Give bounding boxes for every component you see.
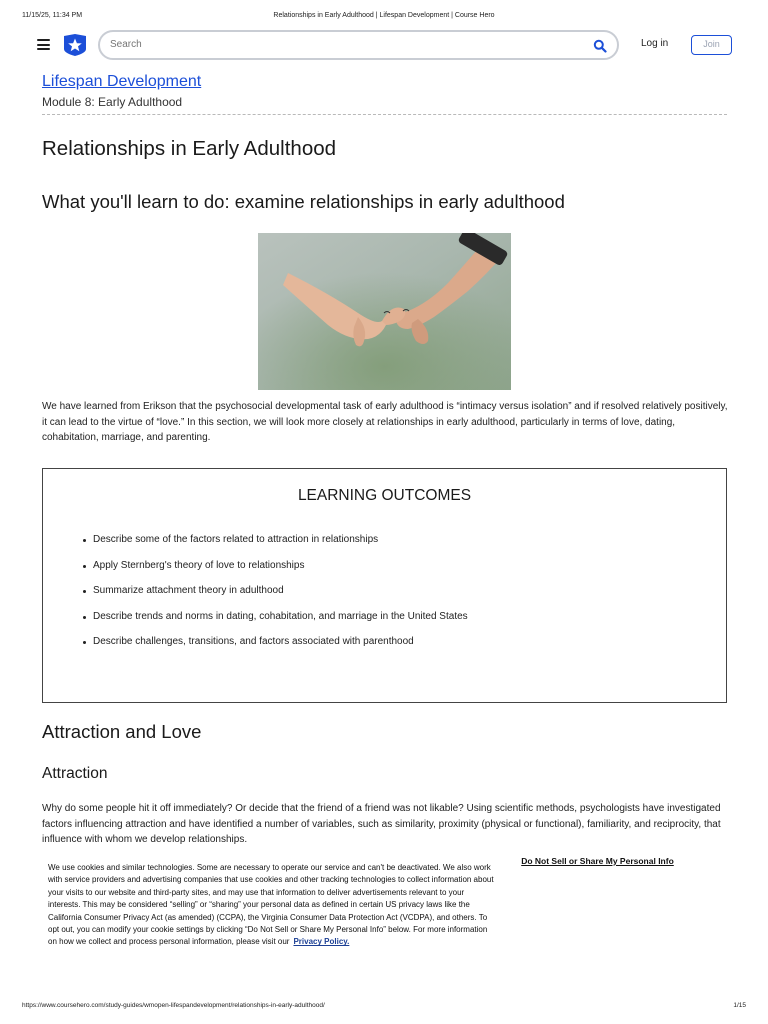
learning-outcomes-list	[83, 534, 468, 662]
cookie-notice	[48, 862, 494, 949]
linked-pinkies-photo	[258, 233, 511, 390]
privacy-policy-link[interactable]: Privacy Policy.	[293, 937, 350, 947]
subsection-heading: Attraction	[42, 765, 108, 782]
list-item: Describe challenges, transitions, and factors associated with parenthood	[83, 636, 468, 662]
learning-outcomes-box	[42, 468, 727, 703]
learning-outcomes-title: LEARNING OUTCOMES	[297, 487, 472, 504]
print-header	[0, 12, 768, 24]
cookie-banner	[0, 852, 768, 970]
search-icon[interactable]	[593, 39, 607, 53]
join-button[interactable]: Join	[691, 35, 732, 55]
search-input[interactable]	[110, 39, 580, 50]
login-link[interactable]: Log in	[641, 38, 669, 49]
print-doc-title: Relationships in Early Adulthood | Lifespan Development | Course Hero	[273, 12, 495, 19]
course-hero-logo-icon[interactable]	[63, 34, 87, 56]
print-datetime: 11/15/25, 11:34 PM	[22, 12, 83, 19]
top-navbar	[0, 30, 768, 60]
module-label: Module 8: Early Adulthood	[42, 95, 183, 109]
cookie-notice-text: We use cookies and similar technologies. Some are necessary to operate our service and can't be deactivated. We also work with service providers and advertising companies that use cookies and other tracking technologies to collect information about your visits to our website and third-party sites, and may use that information to deliver advertisements relevant to your interests. This may be considered “selling” or “sharing” your personal data as defined in certain US privacy laws like the California Consumer Privacy Act (as amended) (CCPA), the Virginia Consumer Data Protection Act (VCDPA), and others. To opt out, you can modify your cookie settings by clicking “Do Not Sell or Share My Personal Info” below. For more information on how we collect and process personal information, please visit our	[48, 863, 494, 947]
page-number: 1/15	[733, 1002, 746, 1009]
intro-paragraph: We have learned from Erikson that the psychosocial developmental task of early adulthood is “intimacy versus isolation” and if resolved relatively positively, it can lead to the virtue of “love.” In this section, we will look more closely at relationships in early adulthood, particularly in terms of love, dating, cohabitation, marriage, and parenting.	[42, 401, 728, 444]
page-title: Relationships in Early Adulthood	[42, 137, 337, 160]
search-bar[interactable]	[98, 30, 619, 60]
list-item: Apply Sternberg's theory of love to relationships	[83, 560, 468, 586]
attraction-paragraph: Why do some people hit it off immediately? Or decide that the friend of a friend was not likable? Using scientific methods, psychologists have investigated factors influencing attraction and have identified a number of variables, such as similarity, proximity (physical or functional), familiarity, and reciprocity, that influence with whom we develop relationships.	[42, 803, 721, 846]
do-not-sell-link[interactable]: Do Not Sell or Share My Personal Info	[521, 856, 674, 866]
list-item: Describe some of the factors related to attraction in relationships	[83, 534, 468, 560]
course-breadcrumb-link[interactable]: Lifespan Development	[42, 73, 202, 90]
menu-icon[interactable]	[37, 39, 50, 50]
list-item: Describe trends and norms in dating, cohabitation, and marriage in the United States	[83, 611, 468, 637]
print-url: https://www.coursehero.com/study-guides/wmopen-lifespandevelopment/relationships-in-early-adulthood/	[22, 1002, 325, 1009]
divider	[42, 114, 727, 115]
learn-heading: What you'll learn to do: examine relationships in early adulthood	[42, 191, 565, 212]
section-heading: Attraction and Love	[42, 721, 202, 742]
print-footer	[0, 1002, 768, 1012]
list-item: Summarize attachment theory in adulthood	[83, 585, 468, 611]
